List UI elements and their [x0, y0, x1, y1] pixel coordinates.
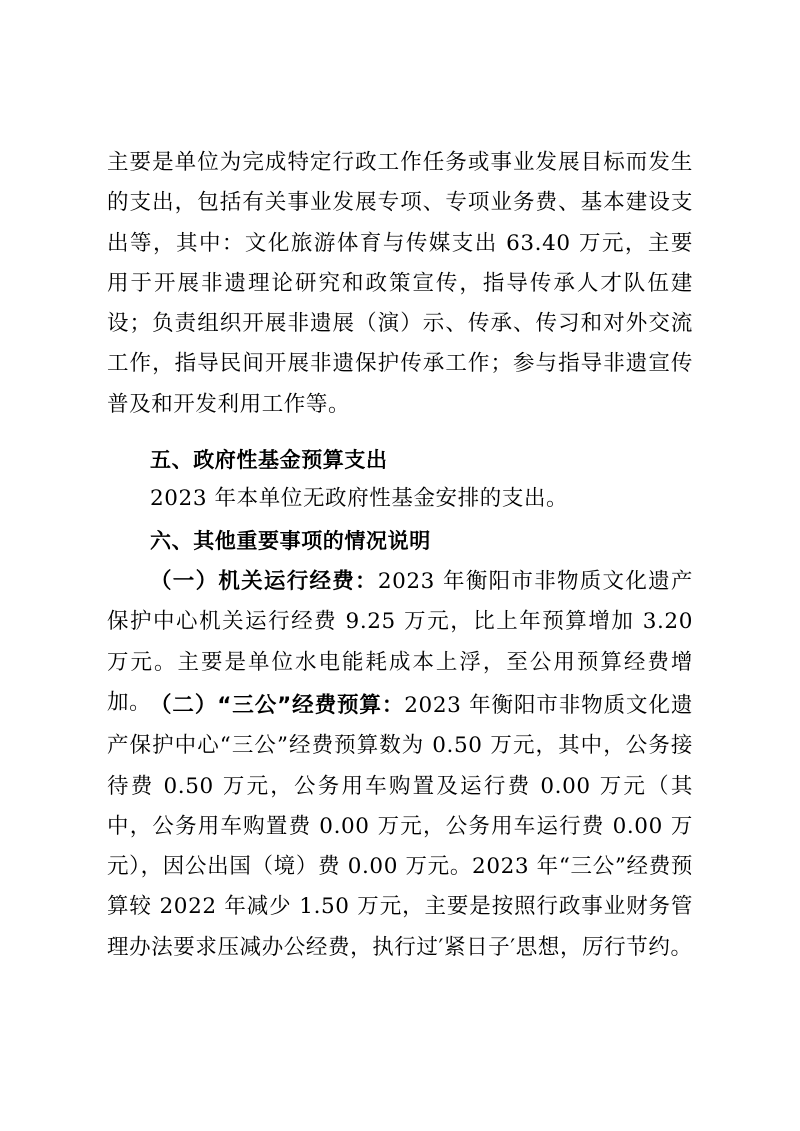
paragraph-project-expenditure: 主要是单位为完成特定行政工作任务或事业发展目标而发生的支出，包括有关事业发展专项、专项业务费、基本建设支出等，其中：文化旅游体育与传媒支出 63.40 万元，主要用于开展非遗理论研究和政策宣传，指导传承人才队伍建设；负责组织开展非遗展（演）示、传承、传习和对外交流工作，指导民间开展非遗保护传承工作；参与指导非遗宣传普及和开发利用工作等。	[107, 150, 693, 417]
item-lead-three-public-expenses: （二）“三公”经费预算：	[150, 693, 405, 718]
item-body-operating-expenses: 2023 年衡阳市非物质文化遗产保护中心机关运行经费 9.25 万元，比上年预算增加 3.20 万元。主要是单位水电能耗成本上浮，至公用预算经费增加。	[107, 569, 693, 715]
paragraph-government-fund: 2023 年本单位无政府性基金安排的支出。	[150, 486, 569, 511]
item-body-three-public-expenses: 2023 年衡阳市非物质文化遗产保护中心“三公”经费预算数为 0.50 万元，其中，公务接待费 0.50 万元，公务用车购置及运行费 0.00 万元（其中，公务用车购置费 0.00 万元，公务用车运行费 0.00 万元），因公出国（境）费 0.00 万元。2023 年“三公”经费预算较 2022 年减少 1.50 万元，主要是按照行政事业财务管理办法要求压减办公经费，执行过′紧日子′思想，厉行节约。	[107, 693, 693, 960]
item-lead-operating-expenses: （一）机关运行经费：	[150, 569, 378, 594]
paragraph-three-public-expenses	[107, 686, 693, 968]
section-heading-other-matters: 六、其他重要事项的情况说明	[150, 529, 431, 553]
section-heading-government-fund: 五、政府性基金预算支出	[150, 448, 388, 472]
